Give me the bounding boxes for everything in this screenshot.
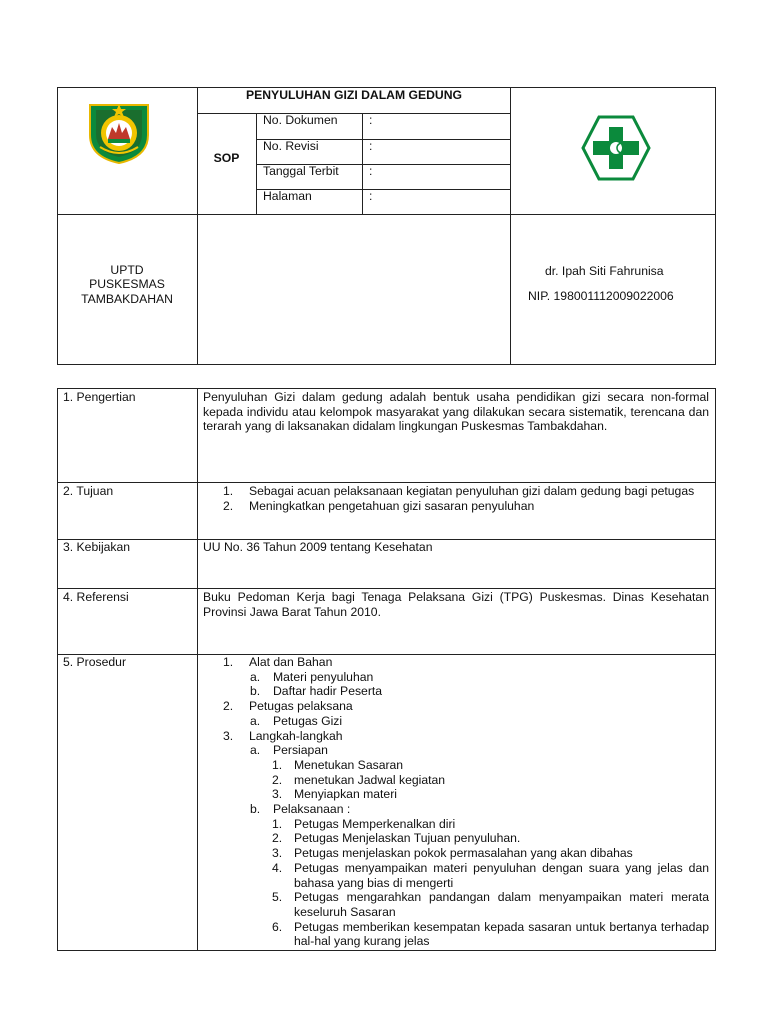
pelaksanaan-item: Petugas menyampaikan materi penyuluhan dengan suara yang jelas dan bahasa yang bias di mengerti — [294, 860, 709, 890]
regional-emblem-logo — [86, 99, 152, 165]
tujuan-label: 2. Tujuan — [63, 484, 114, 498]
list-number: 3. — [223, 728, 234, 743]
list-item — [223, 670, 709, 685]
header-border-bottom — [57, 364, 716, 365]
header-col-divider-2 — [510, 87, 511, 365]
petugas-item: Petugas Gizi — [273, 713, 343, 728]
field-value-dokumen: : — [369, 113, 373, 127]
sop-label: SOP — [213, 151, 240, 165]
alat-title: Alat dan Bahan — [249, 655, 333, 669]
field-label-tanggal: Tanggal Terbit — [263, 164, 339, 178]
list-number: 1. — [223, 484, 234, 498]
list-number: 2. — [223, 699, 234, 714]
list-number: 6. — [272, 919, 283, 934]
pengertian-text: Penyuluhan Gizi dalam gedung adalah bentuk usaha pendidikan gizi secara non-formal kepada individu atau kelompok masyarakat yang dilakukan secara sistematik, terencana dan terarah yang di laksanakan didalam lingkungan Puskesmas Tambakdahan. — [203, 390, 709, 434]
prosedur-list — [223, 655, 709, 949]
header-col-divider-1 — [197, 87, 198, 365]
persiapan-item: Menetukan Sasaran — [294, 757, 404, 772]
signer-nip: NIP. 198001112009022006 — [528, 289, 674, 303]
list-item — [223, 817, 709, 832]
list-item — [223, 499, 709, 514]
list-item — [223, 714, 709, 729]
referensi-label: 4. Referensi — [63, 590, 129, 604]
list-number: 3. — [272, 846, 283, 861]
list-item — [223, 802, 709, 817]
list-item — [223, 684, 709, 699]
list-item — [223, 773, 709, 788]
list-number: 3. — [272, 787, 283, 802]
org-line-3: TAMBAKDAHAN — [81, 292, 173, 306]
list-number: 5. — [272, 890, 283, 905]
list-number: 1. — [272, 757, 283, 772]
list-letter: a. — [250, 743, 261, 758]
field-label-dokumen: No. Dokumen — [263, 113, 338, 127]
pengertian-label: 1. Pengertian — [63, 390, 136, 404]
list-item — [223, 484, 709, 499]
org-line-2: PUSKESMAS — [89, 277, 165, 291]
list-letter: b. — [250, 684, 261, 699]
alat-item: Daftar hadir Peserta — [273, 684, 383, 699]
pelaksanaan-item: Petugas menjelaskan pokok permasalahan yang akan dibahas — [294, 846, 633, 861]
tujuan-item-text: Sebagai acuan pelaksanaan kegiatan penyuluhan gizi dalam gedung bagi petugas — [249, 484, 695, 498]
list-item — [223, 743, 709, 758]
field-value-revisi: : — [369, 139, 373, 153]
petugas-title: Petugas pelaksana — [249, 699, 353, 714]
field-label-halaman: Halaman — [263, 189, 312, 203]
row-divider-1 — [57, 482, 716, 483]
pelaksanaan-item: Petugas mengarahkan pandangan dalam menyampaikan materi merata keseluruh Sasaran — [294, 890, 709, 919]
pelaksanaan-title: Pelaksanaan : — [273, 802, 351, 817]
list-number: 2. — [272, 772, 283, 787]
content-border-bottom — [57, 950, 716, 951]
pelaksanaan-item: Petugas memberikan kesempatan kepada sasaran untuk bertanya terhadap hal-hal yang kurang jelas — [294, 919, 709, 949]
referensi-text: Buku Pedoman Kerja bagi Tenaga Pelaksana Gizi (TPG) Puskesmas. Dinas Kesehatan Provinsi Jawa Barat Tahun 2010. — [203, 590, 709, 619]
persiapan-item: menetukan Jadwal kegiatan — [294, 772, 446, 787]
langkah-title: Langkah-langkah — [249, 728, 343, 743]
field-value-halaman: : — [369, 189, 373, 203]
pelaksanaan-item: Petugas Menjelaskan Tujuan penyuluhan. — [294, 831, 521, 846]
header-border-left — [57, 87, 58, 365]
list-item — [223, 655, 709, 670]
list-item — [223, 861, 709, 890]
list-number: 4. — [272, 860, 283, 875]
field-value-tanggal: : — [369, 164, 373, 178]
list-item — [223, 758, 709, 773]
pelaksanaan-item: Petugas Memperkenalkan diri — [294, 816, 456, 831]
list-number: 1. — [272, 816, 283, 831]
row-divider-3 — [57, 588, 716, 589]
list-number: 1. — [223, 655, 234, 669]
org-line-1: UPTD — [110, 263, 144, 277]
list-item — [223, 920, 709, 949]
persiapan-title: Persiapan — [273, 743, 328, 758]
list-number: 2. — [223, 498, 234, 513]
list-item — [223, 787, 709, 802]
alat-item: Materi penyuluhan — [273, 669, 374, 684]
list-item — [223, 846, 709, 861]
list-item — [223, 729, 709, 744]
kebijakan-text: UU No. 36 Tahun 2009 tentang Kesehatan — [203, 540, 433, 554]
content-border-top — [57, 388, 716, 389]
kebijakan-label: 3. Kebijakan — [63, 540, 131, 554]
list-item — [223, 831, 709, 846]
content-col-divider — [197, 388, 198, 951]
field-label-revisi: No. Revisi — [263, 139, 319, 153]
list-letter: a. — [250, 669, 261, 684]
list-letter: a. — [250, 713, 261, 728]
tujuan-list — [223, 484, 709, 513]
list-item — [223, 699, 709, 714]
header-row-divider — [57, 214, 716, 215]
prosedur-label: 5. Prosedur — [63, 655, 127, 669]
title-divider — [197, 113, 511, 114]
content-border-left — [57, 388, 58, 951]
list-number: 2. — [272, 831, 283, 846]
puskesmas-logo — [581, 115, 651, 181]
content-border-right — [715, 388, 716, 951]
tujuan-item-text: Meningkatkan pengetahuan gizi sasaran penyuluhan — [249, 498, 535, 513]
list-item — [223, 890, 709, 919]
list-letter: b. — [250, 802, 261, 817]
signer-name: dr. Ipah Siti Fahrunisa — [545, 264, 664, 278]
persiapan-item: Menyiapkan materi — [294, 787, 397, 802]
document-title: PENYULUHAN GIZI DALAM GEDUNG — [246, 88, 462, 102]
header-border-right — [715, 87, 716, 365]
